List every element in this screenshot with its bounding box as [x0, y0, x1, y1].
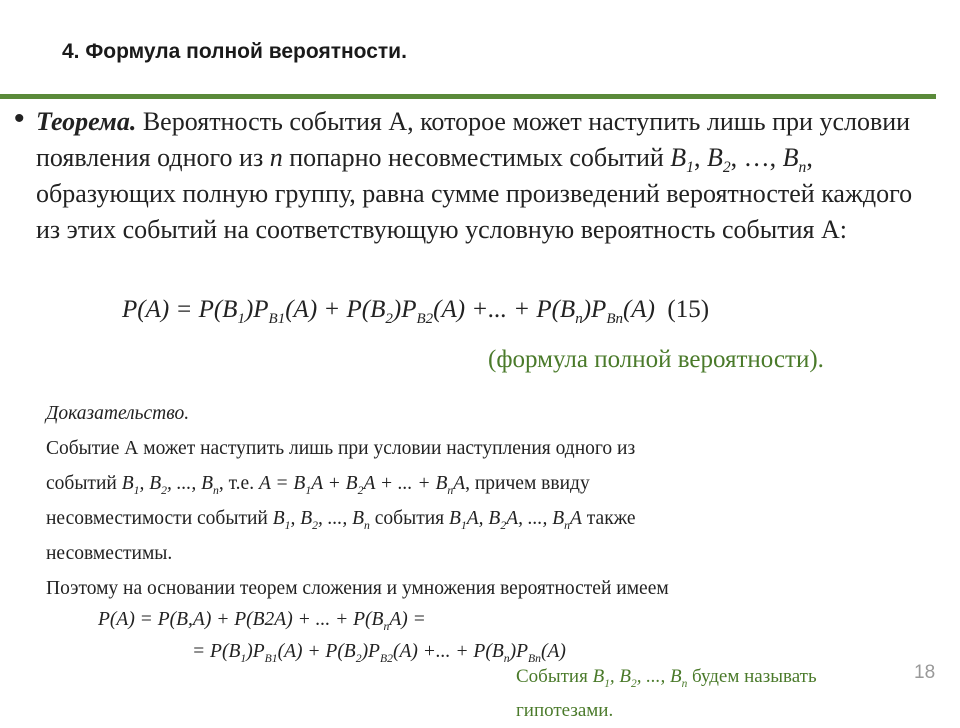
- proof-title: Доказательство.: [46, 403, 190, 424]
- proof-line-7: = $P(B_1)P_{B1}(A) + P(B_2)P_{B2}(A)$ +... + $P(B_n)P_{Bn}(A)$: [192, 641, 566, 665]
- hypotheses-note: События $B_1$, $B_2$, ..., $B_n$ будем называть гипотезами.: [516, 666, 817, 721]
- theorem-label: Теорема.: [36, 107, 137, 136]
- slide-title: 4. Формула полной вероятности.: [62, 40, 407, 63]
- theorem-text: Теорема. Вероятность события А, которое может наступить лишь при условии появления одного из n попарно несовместимых событий $B_1$, $B_2$, …, $B_n$, образующих полную группу, равна сумме произведений вероятностей каждого из этих событий на соответствующую условную вероятность события А:: [36, 107, 913, 244]
- theorem-part-2: попарно несовместимых событий: [282, 143, 671, 172]
- proof-line-4: несовместимы.: [46, 543, 173, 564]
- total-probability-formula: $P(A) = P(B_1)P_{B1}(A) + P(B_2)P_{B2}(A)$ +... + $P(B_n)P_{Bn}(A)$ (15): [122, 296, 710, 327]
- proof-line-2: событий $B_1$, $B_2$, ..., $B_n$, т.е. $A = B_1A + B_2A$ + ... + $B_nA$, причем ввиду: [46, 473, 590, 497]
- formula-name: (формула полной вероятности).: [488, 346, 824, 373]
- title-divider: [0, 94, 936, 99]
- event-b2: $B_2$: [706, 143, 731, 177]
- proof-block: [46, 396, 906, 669]
- event-b1: $B_1$: [670, 143, 694, 177]
- proof-line-1: Событие А может наступить лишь при условии наступления одного из: [46, 438, 636, 459]
- theorem-part-3: , образующих полную группу, равна сумме произведений вероятностей каждого из этих событий на соответствующую условную вероятность события А:: [36, 143, 913, 244]
- theorem-part-1: Вероятность события А, которое может наступить лишь при условии появления одного из: [36, 107, 911, 172]
- proof-line-5: Поэтому на основании теорем сложения и умножения вероятностей имеем: [46, 578, 669, 599]
- theorem-n: n: [269, 143, 283, 172]
- event-bn: $B_n$: [782, 143, 807, 177]
- proof-line-3: несовместимости событий $B_1$, $B_2$, ..., $B_n$ события $B_1A$, $B_2A$, ..., $B_nA$ также: [46, 508, 636, 532]
- ellipsis: …,: [743, 143, 783, 172]
- formula-number: (15): [667, 296, 710, 323]
- bullet-icon: •: [14, 102, 25, 135]
- page-number: 18: [914, 662, 936, 683]
- proof-line-6: P(A) = P(B,A) + P(B2A) + ... + $P(B_nA)$ =: [98, 609, 426, 633]
